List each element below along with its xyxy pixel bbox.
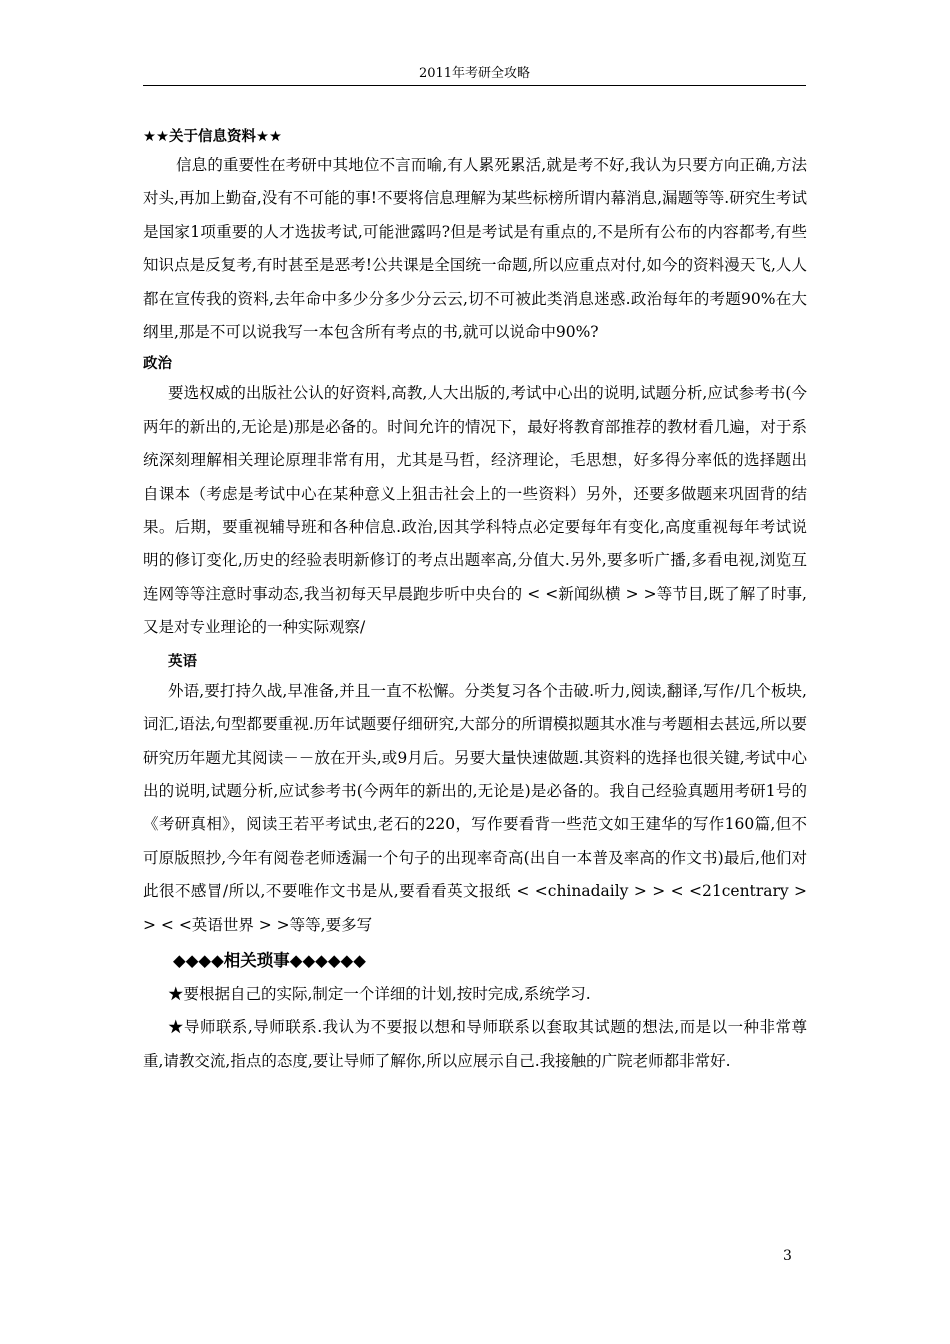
document-body (143, 125, 807, 1078)
header-rule (143, 85, 806, 86)
misc-item-plan: ★要根据自己的实际,制定一个详细的计划,按时完成,系统学习. (168, 984, 591, 1003)
english-paragraph: 外语,要打持久战,早准备,并且一直不松懈。分类复习各个击破.听力,阅读,翻译,写作/几个板块,词汇,语法,句型都要重视.历年试题要仔细研究,大部分的所谓模拟题其水准与考题相去甚远,所以要研究历年题尤其阅读－－放在开头,或9月后。另要大量快速做题.其资料的选择也很关键,考试中心出的说明,试题分析,应试参考书(今两年的新出的,无论是)是必备的。我自己经验真题用考研1号的《考研真相》，阅读王若平考试虫,老石的220，写作要看背一些范文如王建华的写作160篇,但不可原版照抄,今年有阅卷老师透漏一个句子的出现率奇高(出自一本普及率高的作文书)最后,他们对此很不感冒/所以,不要唯作文书是从,要看看英文报纸 < <chinadaily > > < <21centrary > > < <英语世界 > >等等,要多写 (143, 681, 807, 934)
page-number: 3 (783, 1248, 792, 1264)
politics-paragraph: 要选权威的出版社公认的好资料,高教,人大出版的,考试中心出的说明,试题分析,应试参考书(今两年的新出的,无论是)那是必备的。时间允许的情况下，最好将教育部推荐的教材看几遍，对于系统深刻理解相关理论原理非常有用，尤其是马哲，经济理论，毛思想，好多得分率低的选择题出自课本（考虑是考试中心在某种意义上狙击社会上的一些资料）另外，还要多做题来巩固背的结果。后期，要重视辅导班和各种信息.政治,因其学科特点必定要每年有变化,高度重视每年考试说明的修订变化,历史的经验表明新修订的考点出题率高,分值大.另外,要多听广播,多看电视,浏览互连网等等注意时事动态,我当初每天早晨跑步听中央台的 < <新闻纵横 > >等节目,既了解了时事,又是对专业理论的一种实际观察/ (143, 384, 807, 637)
info-heading: ★★关于信息资料★★ (143, 129, 282, 145)
info-paragraph: 信息的重要性在考研中其地位不言而喻,有人累死累活,就是考不好,我认为只要方向正确,方法对头,再加上勤奋,没有不可能的事!不要将信息理解为某些标榜所谓内幕消息,漏题等等.研究生考试是国家1项重要的人才选拔考试,可能泄露吗?但是考试是有重点的,不是所有公布的内容都考,有些知识点是反复考,有时甚至是恶考!公共课是全国统一命题,所以应重点对付,如今的资料漫天飞,人人都在宣传我的资料,去年命中多少分多少分云云,切不可被此类消息迷惑.政治每年的考题90%在大纲里,那是不可以说我写一本包含所有考点的书,就可以说命中90%? (143, 156, 807, 342)
english-heading: 英语 (168, 653, 197, 670)
misc-heading: ◆◆◆◆相关琐事◆◆◆◆◆◆ (173, 950, 366, 970)
politics-heading: 政治 (143, 356, 172, 373)
page-header: 2011年考研全攻略 (418, 66, 531, 81)
misc-item-advisor: ★导师联系,导师联系.我认为不要报以想和导师联系以套取其试题的想法,而是以一种非常尊重,请教交流,指点的态度,要让导师了解你,所以应展示自己.我接触的广院老师都非常好. (143, 1018, 807, 1070)
